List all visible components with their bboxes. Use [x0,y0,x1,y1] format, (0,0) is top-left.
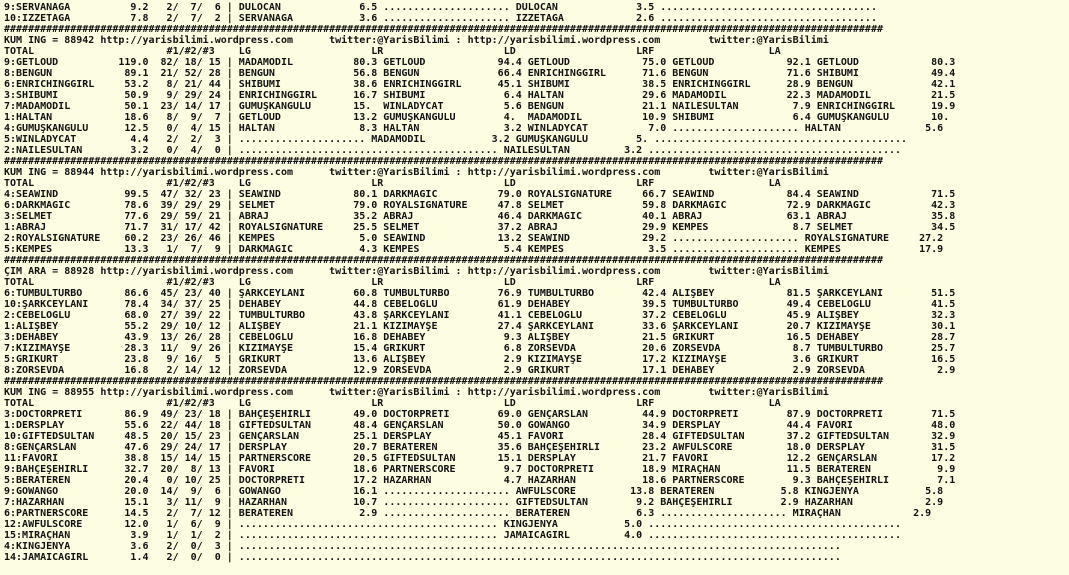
horse-row: 1:HALTAN 18.6 8/ 9/ 7 | GETLOUD 13.2 GÜMÜŞKANGÜLÜ 4. MADAMODİL 10.9 SHIBUMI 6.4 GÜMÜŞKANGÜLÜ 10. [4,112,950,123]
horse-row: 1:ALİŞBEY 55.2 29/ 10/ 12 | ALİŞBEY 21.1 KIZIMAYŞE 27.4 ŞARKCEYLANI 33.6 ŞARKCEYLANI 20.7 KIZIMAYŞE 30.1 [4,321,956,332]
horse-row: 3:DOCTORPRETI 86.9 49/ 23/ 18 | BAHÇEŞEHİRLİ 49.0 DOCTORPRETI 69.0 GENÇARSLAN 44.9 DOCTORPRETI 87.9 DOCTORPRETI 71.5 [4,409,956,420]
column-header-line: TOTAL #1/#2/#3 LG LR LD LRF LA [4,178,781,189]
horse-row: 10:ŞARKCEYLANI 78.4 34/ 37/ 25 | DEHABEY 44.8 CEBELOĞLU 61.9 DEHABEY 39.5 TUMBULTURBO 49.4 CEBELOĞLU 41.5 [4,299,956,310]
horse-row: 9:BAHÇEŞEHİRLİ 32.7 20/ 8/ 13 | FAVORİ 18.6 PARTNERSCORE 9.7 DOCTORPRETI 18.9 MİRAÇHAN 11.5 BERATEREN 9.9 [4,464,956,475]
horse-row: 12:AWFULSCORE 12.0 1/ 6/ 9 | ........................................... KINGJENYA 5.0 .......................................... [4,519,902,530]
horse-row: 6:TUMBULTURBO 86.6 45/ 23/ 40 | ŞARKCEYLANI 60.8 TUMBULTURBO 76.9 TUMBULTURBO 42.4 ALİŞBEY 81.5 ŞARKCEYLANI 51.5 [4,288,956,299]
horse-row: 5:KEMPES 13.3 1/ 7/ 9 | DARKMAGIC 4.3 KEMPES 5.4 KEMPES 3.5 ..................... KEMPES 17.9 [4,244,944,255]
horse-row: 2:CEBELOĞLU 68.0 27/ 39/ 22 | TUMBULTURBO 43.8 ŞARKCEYLANI 41.1 CEBELOĞLU 37.2 CEBELOĞLU 45.9 ALİŞBEY 32.3 [4,310,956,321]
horse-row: 8:ZORSEVDA 16.8 2/ 14/ 12 | ZORSEVDA 12.9 ZORSEVDA 2.9 GRİKURT 17.1 DEHABEY 2.9 ZORSEVDA 2.9 [4,365,956,376]
column-header-line: TOTAL #1/#2/#3 LG LR LD LRF LA [4,398,781,409]
column-header-line: TOTAL #1/#2/#3 LG LR LD LRF LA [4,46,781,57]
horse-row: 2:ROYALSIGNATURE 60.2 23/ 26/ 46 | KEMPES 5.0 SEAWIND 13.2 SEAWIND 29.2 ..................... ROYALSIGNATURE 27.2 [4,233,944,244]
horse-row: 3:DEHABEY 43.9 13/ 26/ 28 | CEBELOĞLU 16.8 DEHABEY 9.3 ALİŞBEY 21.5 GRİKURT 16.5 DEHABEY 28.7 [4,332,956,343]
separator-line: ################################################################################################################################################## [4,376,883,387]
horse-row: 6:DARKMAGIC 78.6 39/ 29/ 29 | SELMET 79.0 ROYALSIGNATURE 47.8 SELMET 59.8 DARKMAGIC 72.9 DARKMAGIC 42.3 [4,200,956,211]
race-header-line: KUM ING = 88942 http://yarisbilimi.wordpress.com twitter:@YarisBilimi : http://yarisbilimi.wordpress.com twitter:@YarisBilimi [4,35,829,46]
race-header-line: KUM ING = 88955 http://yarisbilimi.wordpress.com twitter:@YarisBilimi : http://yarisbilimi.wordpress.com twitter:@YarisBilimi [4,387,829,398]
horse-row: 11:FAVORİ 38.8 15/ 14/ 15 | PARTNERSCORE 20.5 GIFTEDSULTAN 15.1 DERSPLAY 21.7 FAVORİ 12.2 GENÇARSLAN 17.2 [4,453,956,464]
horse-row: 4:GÜMÜŞKANGÜLÜ 12.5 0/ 4/ 15 | HALTAN 8.3 HALTAN 3.2 WINLADYCAT 7.0 ..................... HALTAN 5.6 [4,123,944,134]
separator-line: ################################################################################################################################################## [4,255,883,266]
horse-row: 14:JAMAICAGIRL 1.4 2/ 0/ 0 | .................................................................................................... [4,552,841,563]
horse-row: 3:SHIBUMI 50.9 9/ 29/ 24 | ENRICHINGGIRL 16.7 SHIBUMI 6.4 HALTAN 29.6 MADAMODİL 22.3 MADAMODİL 21.5 [4,90,956,101]
horse-row: 9:SERVANAĞA 9.2 2/ 7/ 6 | DULOCAN 6.5 ..................... DULOCAN 3.5 .................................... [4,2,877,13]
separator-line: ################################################################################################################################################## [4,24,883,35]
horse-row: 1:DERSPLAY 55.6 22/ 44/ 18 | GIFTEDSULTAN 48.4 GENÇARSLAN 50.0 GOWANGO 34.9 DERSPLAY 44.4 FAVORİ 48.0 [4,420,956,431]
horse-row: 7:KIZIMAYŞE 28.3 11/ 9/ 26 | KIZIMAYŞE 15.4 GRİKURT 6.8 ZORSEVDA 20.6 ZORSEVDA 8.7 TUMBULTURBO 25.7 [4,343,956,354]
column-header-line: TOTAL #1/#2/#3 LG LR LD LRF LA [4,277,781,288]
horse-row: 3:SELMET 77.6 29/ 59/ 21 | ABRAJ 35.2 ABRAJ 46.4 DARKMAGIC 40.1 ABRAJ 63.1 ABRAJ 35.8 [4,211,956,222]
horse-row: 5:GRİKURT 23.8 9/ 16/ 5 | GRİKURT 13.6 ALİŞBEY 2.9 KIZIMAYŞE 17.2 KIZIMAYŞE 3.6 GRİKURT 16.5 [4,354,956,365]
horse-row: 7:MADAMODİL 50.1 23/ 14/ 17 | GÜMÜŞKANGÜLÜ 15. WINLADYCAT 5.6 BENGUN 21.1 NAİLESULTAN 7.9 ENRICHINGGIRL 19.9 [4,101,956,112]
horse-row: 7:HAZARHAN 15.1 3/ 11/ 9 | HAZARHAN 10.7 ..................... GIFTEDSULTAN 9.2 BAHÇEŞEHİRLİ 2.9 HAZARHAN 2.9 [4,497,944,508]
race-header-line: ÇIM ARA = 88928 http://yarisbilimi.wordpress.com twitter:@YarisBilimi : http://yarisbilimi.wordpress.com twitter:@YarisBilimi [4,266,829,277]
horse-row: 6:PARTNERSCORE 14.5 2/ 7/ 12 | BERATEREN 2.9 ..................... BERATEREN 6.3 ..................... MİRAÇHAN 2.9 [4,508,932,519]
horse-row: 10:İZZETAĞA 7.8 2/ 7/ 2 | SERVANAĞA 3.6 ..................... İZZETAĞA 2.6 .................................... [4,13,877,24]
horse-row: 10:GIFTEDSULTAN 48.5 20/ 15/ 23 | GENÇARSLAN 25.1 DERSPLAY 45.1 FAVORİ 28.4 GIFTEDSULTAN 37.2 GIFTEDSULTAN 32.9 [4,431,956,442]
horse-row: 4:KINGJENYA 3.6 2/ 0/ 3 | .................................................................................................... [4,541,841,552]
horse-row: 6:ENRICHINGGIRL 53.2 8/ 21/ 44 | SHIBUMI 38.6 ENRICHINGGIRL 45.1 SHIBUMI 38.5 ENRICHINGGIRL 28.9 BENGUN 42.1 [4,79,956,90]
horse-row: 8:BENGUN 89.1 21/ 52/ 28 | BENGUN 56.8 BENGUN 66.4 ENRICHINGGIRL 71.6 BENGUN 71.6 SHIBUMI 49.4 [4,68,956,79]
race-header-line: KUM ING = 88944 http://yarisbilimi.wordpress.com twitter:@YarisBilimi : http://yarisbilimi.wordpress.com twitter:@YarisBilimi [4,167,829,178]
horse-row: 9:GOWANGO 20.0 14/ 9/ 6 | GOWANGO 16.1 ..................... AWFULSCORE 13.8 BERATEREN 5.8 KINGJENYA 5.8 [4,486,944,497]
horse-row: 9:GETLOUD 119.0 82/ 18/ 15 | MADAMODİL 80.3 GETLOUD 94.4 GETLOUD 75.0 GETLOUD 92.1 GETLOUD 80.3 [4,57,956,68]
horse-row: 5:WINLADYCAT 4.4 2/ 2/ 3 | ..................... MADAMODİL 3.2 GÜMÜŞKANGÜLÜ 5. .......................................... [4,134,908,145]
horse-row: 8:GENÇARSLAN 47.6 29/ 24/ 17 | DERSPLAY 20.7 BERATEREN 35.6 BAHÇEŞEHİRLİ 23.2 AWFULSCORE 18.0 DERSPLAY 31.5 [4,442,956,453]
horse-row: 1:ABRAJ 71.7 31/ 17/ 42 | ROYALSIGNATURE 25.5 SELMET 37.2 ABRAJ 29.9 KEMPES 8.7 SELMET 34.5 [4,222,956,233]
separator-line: ################################################################################################################################################## [4,156,883,167]
horse-row: 2:NAİLESULTAN 3.2 0/ 4/ 0 | ........................................... NAİLESULTAN 3.2 .......................................... [4,145,902,156]
horse-row: 15:MİRAÇHAN 3.9 1/ 1/ 2 | ........................................... JAMAICAGIRL 4.0 .......................................... [4,530,902,541]
horse-row: 4:SEAWIND 99.5 47/ 32/ 23 | SEAWIND 80.1 DARKMAGIC 79.0 ROYALSIGNATURE 66.7 SEAWIND 84.4 SEAWIND 71.5 [4,189,956,200]
horse-row: 5:BERATEREN 20.4 0/ 10/ 25 | DOCTORPRETI 17.2 HAZARHAN 4.7 HAZARHAN 18.6 PARTNERSCORE 9.3 BAHÇEŞEHİRLİ 7.1 [4,475,956,486]
